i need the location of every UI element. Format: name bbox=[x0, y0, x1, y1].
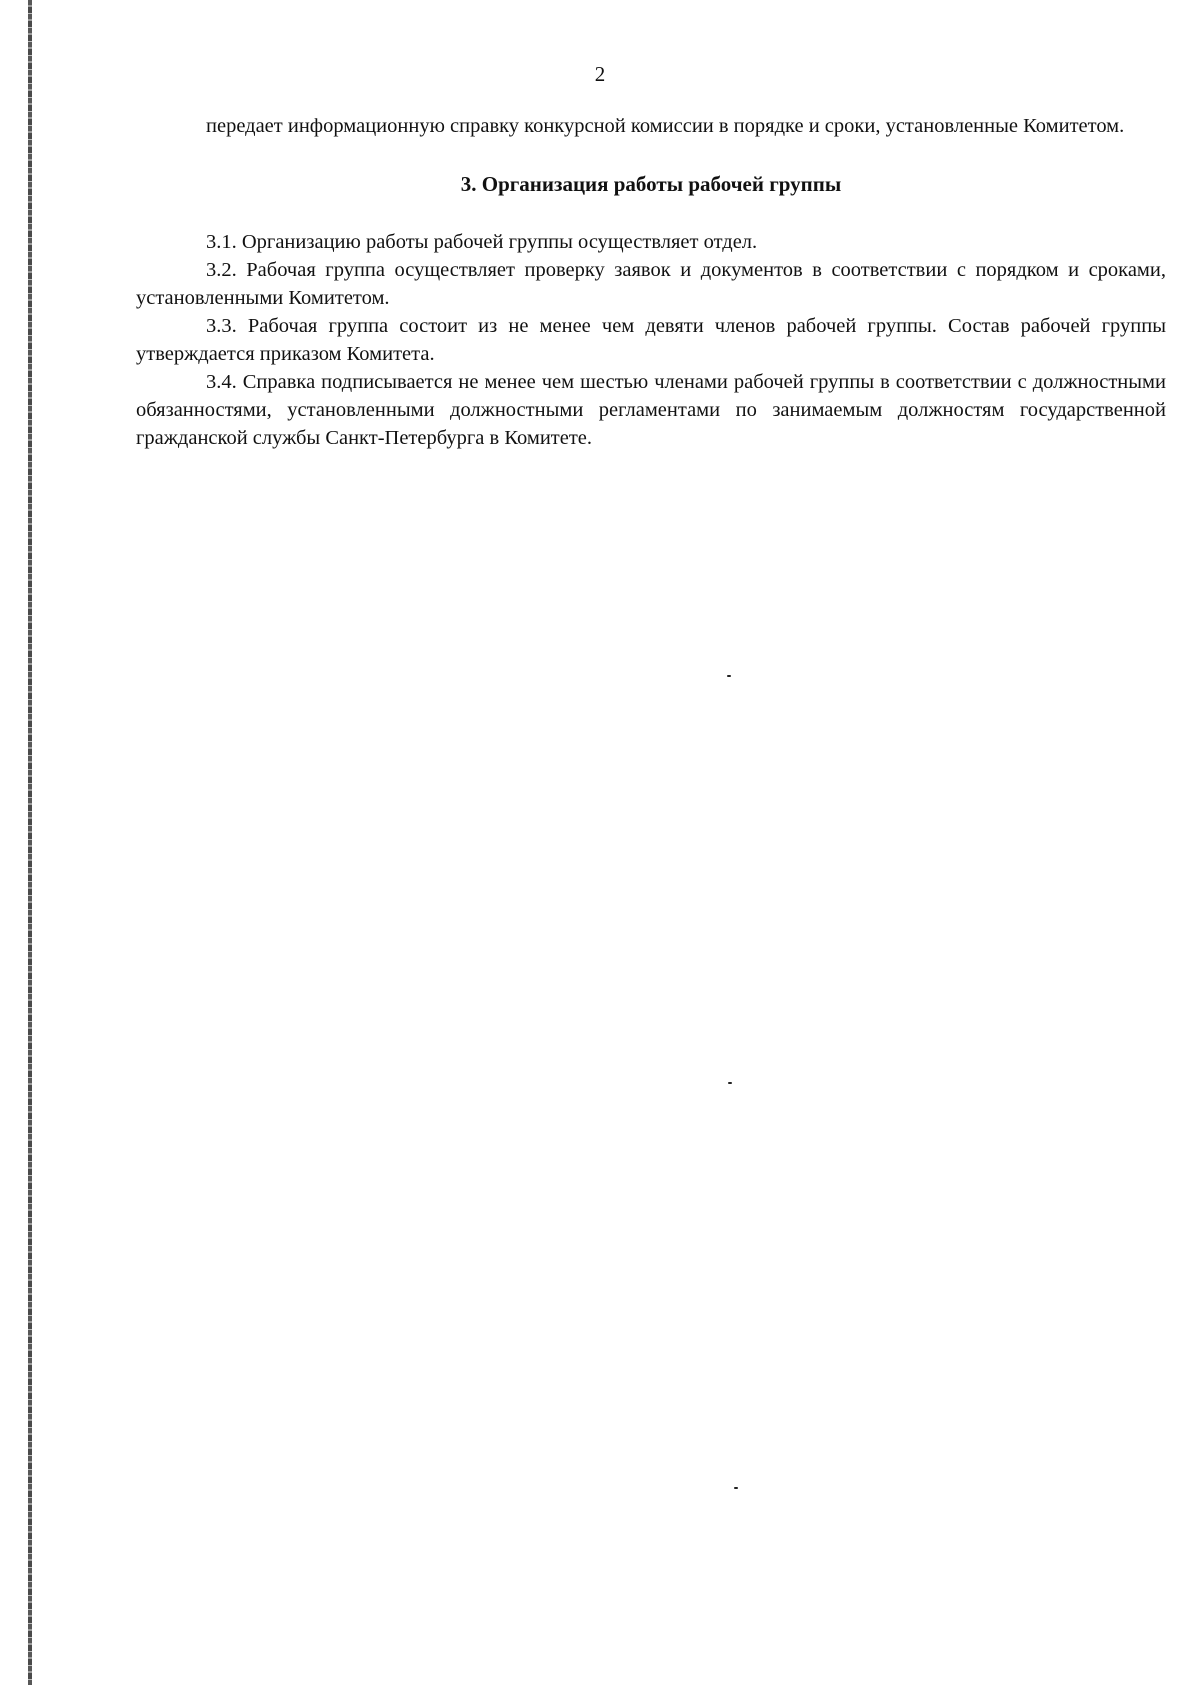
document-body bbox=[136, 112, 1166, 452]
scan-speck bbox=[728, 1082, 732, 1084]
page-number: 2 bbox=[594, 62, 606, 86]
paragraph-3-1: 3.1. Организацию работы рабочей группы осуществляет отдел. bbox=[206, 231, 758, 253]
scan-speck bbox=[727, 675, 731, 677]
scan-binding-edge bbox=[28, 0, 32, 1685]
section-heading: 3. Организация работы рабочей группы bbox=[460, 172, 842, 196]
continuation-paragraph: передает информационную справку конкурсной комиссии в порядке и сроки, установленные Комитетом. bbox=[206, 115, 1125, 137]
scan-speck bbox=[734, 1487, 738, 1489]
paragraph-3-3: 3.3. Рабочая группа состоит из не менее чем девяти членов рабочей группы. Состав рабочей группы утверждается приказом Комитета. bbox=[136, 315, 1166, 365]
paragraph-3-2: 3.2. Рабочая группа осуществляет проверку заявок и документов в соответствии с порядком и сроками, установленными Комитетом. bbox=[136, 259, 1166, 309]
paragraph-3-4: 3.4. Справка подписывается не менее чем шестью членами рабочей группы в соответствии с должностными обязанностями, установленными должностными регламентами по занимаемым должностям государственной гражданской службы Санкт-Петербурга в Комитете. bbox=[136, 371, 1166, 449]
